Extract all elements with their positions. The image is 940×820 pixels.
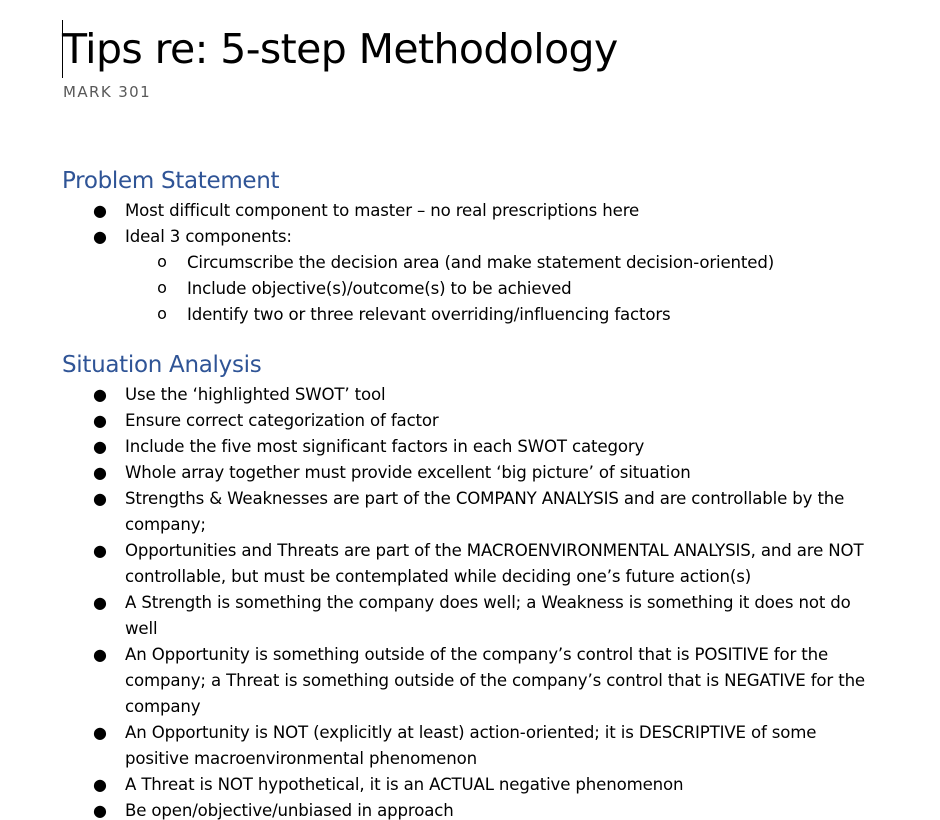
list-item[interactable] [0,198,880,224]
sub-list-item-text[interactable]: Identify two or three relevant overriding/influencing factors [187,305,671,324]
bullet-icon: ● [93,723,107,742]
list-item[interactable] [0,772,880,798]
document-subtitle[interactable]: MARK 301 [63,83,152,101]
bullet-icon: ● [93,489,107,508]
list-item[interactable] [0,798,880,820]
bullet-icon: ● [93,227,107,246]
bullet-icon: ● [93,385,107,404]
list-item-text[interactable]: Whole array together must provide excellent ‘big picture’ of situation [125,463,691,482]
list-item[interactable] [0,720,880,772]
list-item-text[interactable]: An Opportunity is something outside of the company’s control that is POSITIVE for the company; a Threat is something outside of the company’s control that is NEGATIVE for the company [125,645,865,716]
list-item[interactable] [0,382,880,408]
bullet-icon: ● [93,801,107,820]
list-item-text[interactable]: Ideal 3 components: [125,227,292,246]
list-item[interactable] [0,642,880,720]
list-item[interactable] [0,590,880,642]
section-heading-problem-statement[interactable]: Problem Statement [62,168,280,194]
bullet-icon: ● [93,437,107,456]
sub-list [0,250,880,328]
sub-list-item[interactable] [0,250,880,276]
list-item-text[interactable]: Opportunities and Threats are part of the MACROENVIRONMENTAL ANALYSIS, and are NOT controllable, but must be contemplated while deciding one’s future action(s) [125,541,864,586]
sub-list-item[interactable] [0,302,880,328]
list-item-text[interactable]: Ensure correct categorization of factor [125,411,439,430]
bullet-icon: ● [93,201,107,220]
list-item[interactable] [0,460,880,486]
list-item[interactable] [0,434,880,460]
bullet-icon: ● [93,541,107,560]
list-item[interactable] [0,486,880,538]
circle-bullet-icon: o [157,252,167,271]
bullet-icon: ● [93,593,107,612]
circle-bullet-icon: o [157,278,167,297]
list-item[interactable] [0,224,880,250]
situation-analysis-list [0,382,880,820]
bullet-icon: ● [93,775,107,794]
list-item-text[interactable]: Be open/objective/unbiased in approach [125,801,454,820]
sub-list-container [0,250,880,328]
bullet-icon: ● [93,463,107,482]
list-item-text[interactable]: Include the five most significant factors in each SWOT category [125,437,645,456]
list-item-text[interactable]: Strengths & Weaknesses are part of the COMPANY ANALYSIS and are controllable by the company; [125,489,845,534]
bullet-icon: ● [93,411,107,430]
list-item-text[interactable]: Most difficult component to master – no real prescriptions here [125,201,640,220]
list-item[interactable] [0,408,880,434]
section-heading-situation-analysis[interactable]: Situation Analysis [62,352,262,378]
list-item[interactable] [0,538,880,590]
list-item-text[interactable]: A Threat is NOT hypothetical, it is an ACTUAL negative phenomenon [125,775,684,794]
list-item-text[interactable]: Use the ‘highlighted SWOT’ tool [125,385,386,404]
list-item-text[interactable]: A Strength is something the company does well; a Weakness is something it does not do well [125,593,851,638]
sub-list-item-text[interactable]: Circumscribe the decision area (and make statement decision-oriented) [187,253,775,272]
problem-statement-list [0,198,880,328]
document-title[interactable]: Tips re: 5-step Methodology [62,25,618,73]
sub-list-item[interactable] [0,276,880,302]
bullet-icon: ● [93,645,107,664]
sub-list-item-text[interactable]: Include objective(s)/outcome(s) to be achieved [187,279,572,298]
list-item-text[interactable]: An Opportunity is NOT (explicitly at least) action-oriented; it is DESCRIPTIVE of some positive macroenvironmental phenomenon [125,723,817,768]
circle-bullet-icon: o [157,304,167,323]
